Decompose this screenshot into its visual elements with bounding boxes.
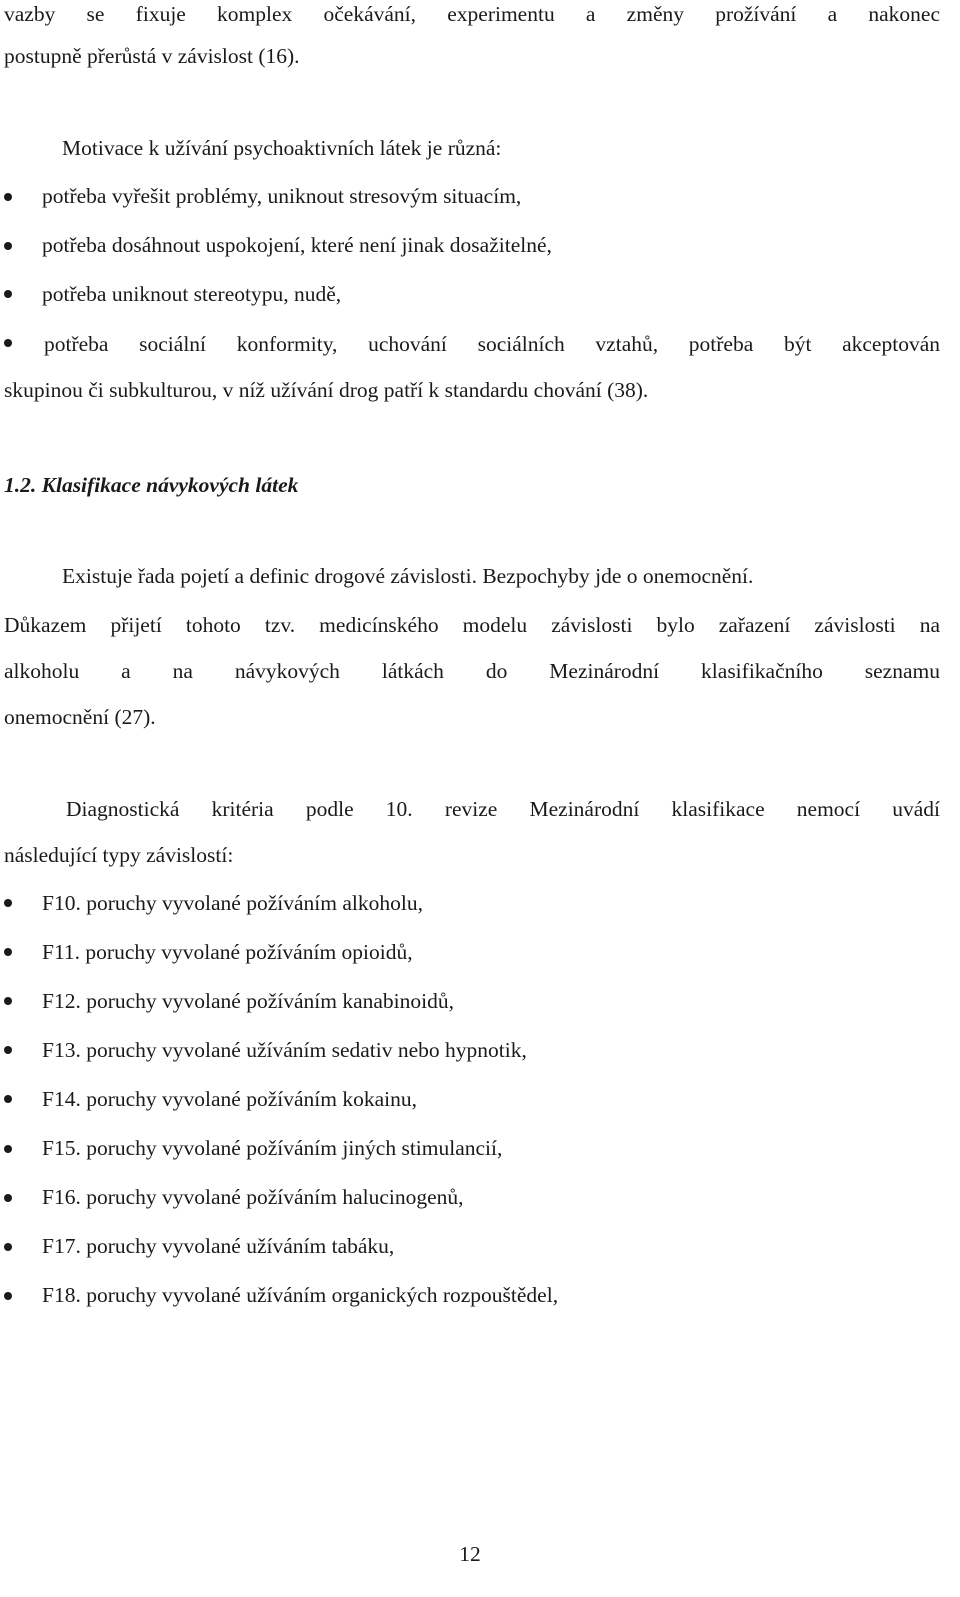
- bullet: [4, 1046, 12, 1054]
- dependency-type-item: F16. poruchy vyvolané požíváním halucinogenů,: [42, 1185, 464, 1209]
- bullet: [4, 1145, 12, 1153]
- motivation-item: potřeba vyřešit problémy, uniknout stresovým situacím,: [42, 184, 522, 208]
- dependency-type-item: F10. poruchy vyvolané požíváním alkoholu,: [42, 891, 423, 915]
- diagnostic-line: následující typy závislostí:: [4, 843, 234, 867]
- dependency-type-item: F13. poruchy vyvolané užíváním sedativ nebo hypnotik,: [42, 1038, 527, 1062]
- bullet: [4, 1243, 12, 1251]
- intro-line-2: postupně přerůstá v závislost (16).: [4, 44, 300, 68]
- bullet: [4, 290, 12, 298]
- dependency-type-item: F11. poruchy vyvolané požíváním opioidů,: [42, 940, 413, 964]
- dependency-type-item: F17. poruchy vyvolané užíváním tabáku,: [42, 1234, 395, 1258]
- paragraph-line: alkoholu a na návykových látkách do Mezinárodní klasifikačního seznamu: [4, 659, 940, 683]
- bullet: [4, 948, 12, 956]
- page-number: 12: [459, 1542, 481, 1566]
- dependency-type-item: F18. poruchy vyvolané užíváním organických rozpouštědel,: [42, 1283, 559, 1307]
- bullet: [4, 1194, 12, 1202]
- section-heading: 1.2. Klasifikace návykových látek: [4, 473, 299, 497]
- bullet: [4, 1095, 12, 1103]
- motivation-item: potřeba sociální konformity, uchování sociálních vztahů, potřeba být akceptován: [44, 332, 940, 356]
- bullet: [4, 242, 12, 250]
- bullet: [4, 1292, 12, 1300]
- bullet: [4, 997, 12, 1005]
- motivation-continuation: skupinou či subkulturou, v níž užívání drog patří k standardu chování (38).: [4, 378, 649, 402]
- dependency-type-item: F15. poruchy vyvolané požíváním jiných stimulancií,: [42, 1136, 503, 1160]
- paragraph-line: onemocnění (27).: [4, 705, 156, 729]
- dependency-type-item: F12. poruchy vyvolané požíváním kanabinoidů,: [42, 989, 455, 1013]
- bullet: [4, 899, 12, 907]
- paragraph-line: Důkazem přijetí tohoto tzv. medicínského modelu závislosti bylo zařazení závislosti na: [4, 613, 940, 637]
- motivation-item: potřeba dosáhnout uspokojení, které není jinak dosažitelné,: [42, 233, 552, 257]
- motivation-item: potřeba uniknout stereotypu, nudě,: [42, 282, 342, 306]
- paragraph-line: Existuje řada pojetí a definic drogové závislosti. Bezpochyby jde o onemocnění.: [62, 564, 754, 588]
- diagnostic-line: Diagnostická kritéria podle 10. revize Mezinárodní klasifikace nemocí uvádí: [66, 797, 940, 821]
- dependency-type-item: F14. poruchy vyvolané požíváním kokainu,: [42, 1087, 417, 1111]
- intro-line-1: vazby se fixuje komplex očekávání, experimentu a změny prožívání a nakonec: [4, 2, 940, 26]
- bullet: [4, 193, 12, 201]
- motivation-lead: Motivace k užívání psychoaktivních látek je různá:: [62, 136, 502, 160]
- bullet: [4, 339, 12, 347]
